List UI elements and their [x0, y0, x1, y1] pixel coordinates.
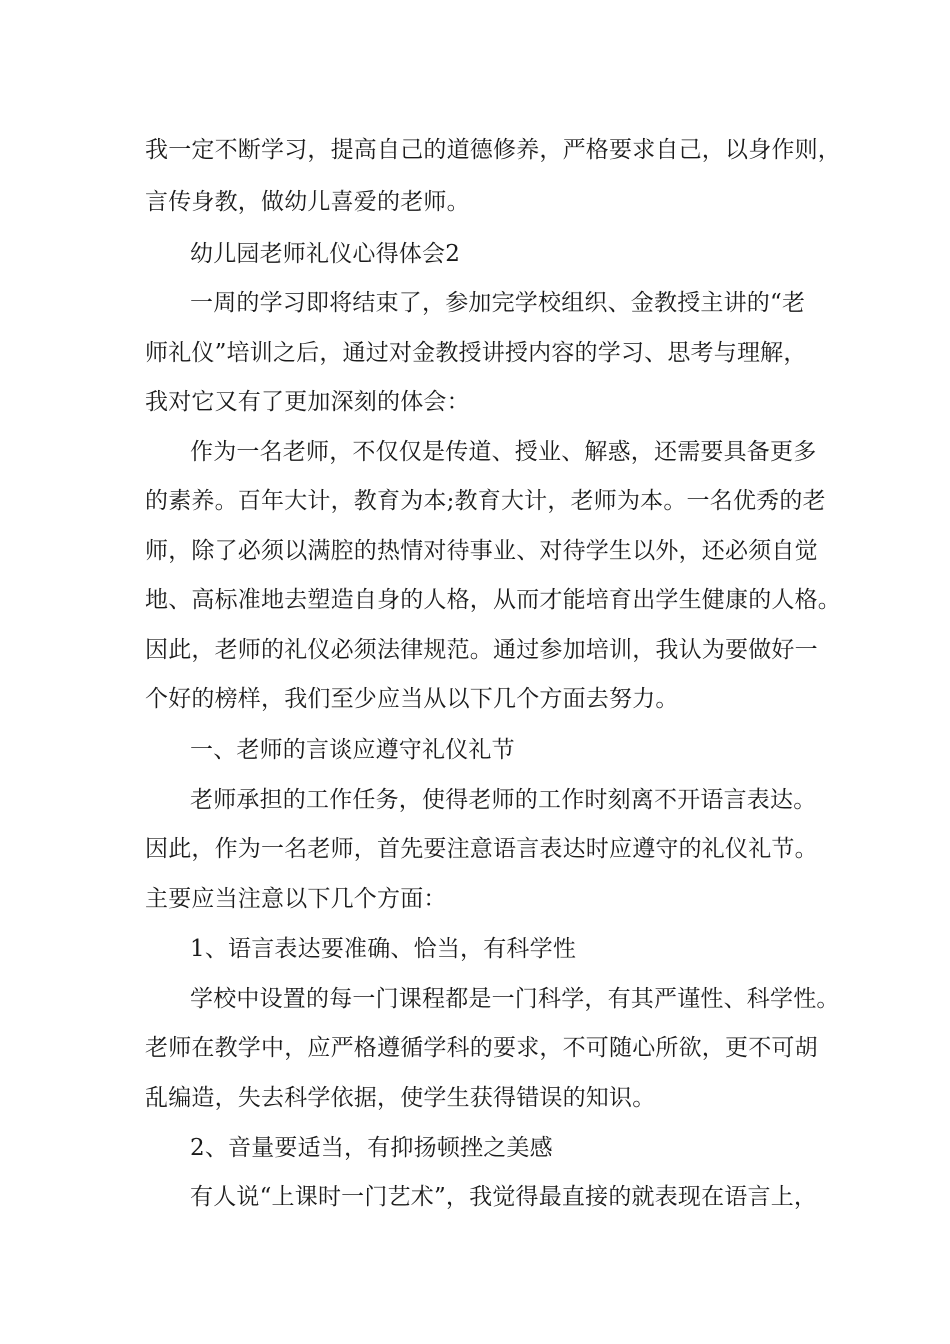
text-line: 因此，老师的礼仪必须法律规范。通过参加培训，我认为要做好一 [145, 637, 818, 663]
text-line: 的素养。百年大计，教育为本;教育大计，老师为本。一名优秀的老 [145, 488, 826, 514]
text-line: 一周的学习即将结束了，参加完学校组织、金教授主讲的“老 [190, 290, 806, 316]
text-line: 因此，作为一名老师，首先要注意语言表达时应遵守的礼仪礼节。 [145, 836, 818, 862]
text-line: 有人说“上课时一门艺术”，我觉得最直接的就表现在语言上， [190, 1184, 818, 1210]
subsection-heading: 1、语言表达要准确、恰当，有科学性 [190, 936, 577, 962]
subsection-heading: 一、老师的言谈应遵守礼仪礼节 [190, 737, 515, 763]
text-line: 言传身教，做幼儿喜爱的老师。 [145, 189, 470, 215]
text-line: 学校中设置的每一门课程都是一门科学，有其严谨性、科学性。 [190, 986, 840, 1012]
section-heading: 幼儿园老师礼仪心得体会2 [190, 241, 461, 267]
text-line: 个好的榜样，我们至少应当从以下几个方面去努力。 [145, 686, 679, 712]
text-line: 老师在教学中，应严格遵循学科的要求，不可随心所欲，更不可胡 [145, 1035, 818, 1061]
text-line: 地、高标准地去塑造自身的人格，从而才能培育出学生健康的人格。 [145, 587, 841, 613]
text-line: 作为一名老师，不仅仅是传道、授业、解惑，还需要具备更多 [190, 439, 817, 465]
text-line: 师，除了必须以满腔的热情对待事业、对待学生以外，还必须自觉 [145, 538, 818, 564]
text-line: 师礼仪”培训之后，通过对金教授讲授内容的学习、思考与理解， [145, 340, 807, 366]
text-line: 老师承担的工作任务，使得老师的工作时刻离不开语言表达。 [190, 787, 817, 813]
subsection-heading: 2、音量要适当，有抑扬顿挫之美感 [190, 1135, 553, 1161]
text-line: 我对它又有了更加深刻的体会： [145, 389, 470, 415]
text-line: 主要应当注意以下几个方面： [145, 886, 447, 912]
text-line: 我一定不断学习，提高自己的道德修养，严格要求自己，以身作则， [145, 137, 841, 163]
text-line: 乱编造，失去科学依据，使学生获得错误的知识。 [145, 1085, 656, 1111]
